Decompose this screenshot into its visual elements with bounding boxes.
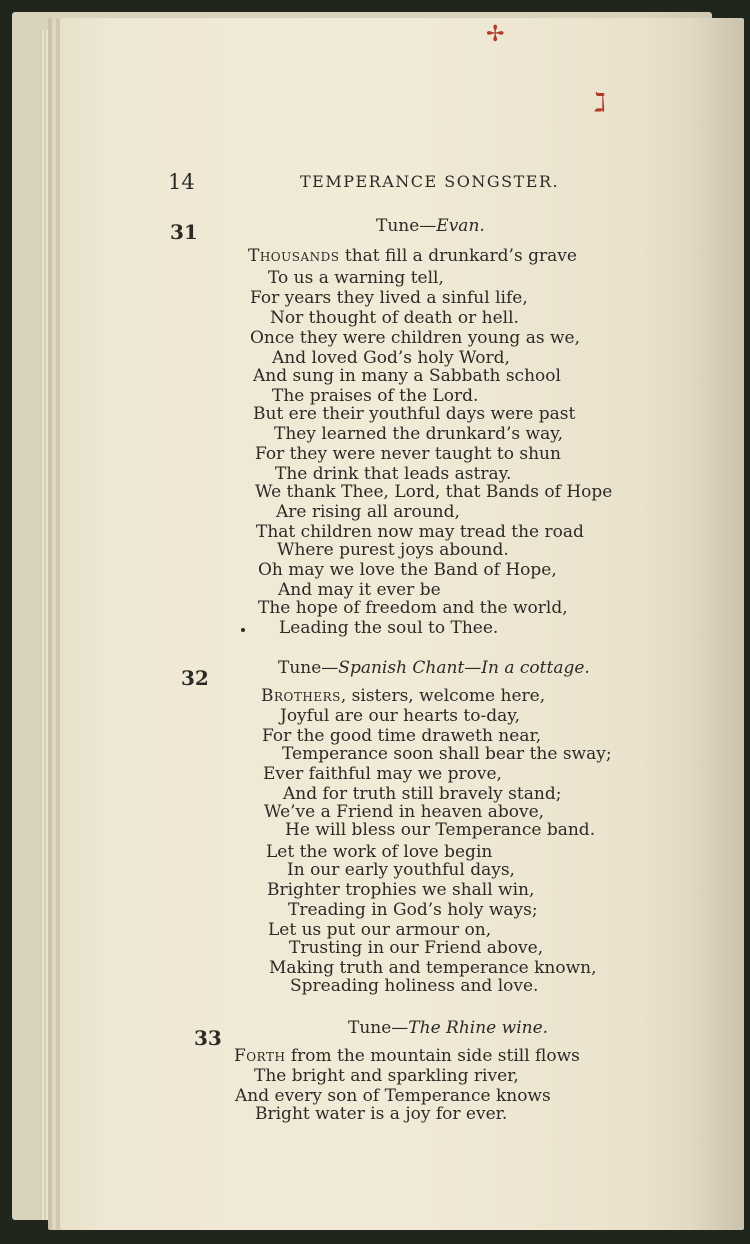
verse-line: To us a warning tell, <box>268 268 444 288</box>
tune-title <box>278 658 590 678</box>
first-word: Forth <box>234 1046 286 1066</box>
verse-line: Thousands that fill a drunkard’s grave <box>248 246 577 266</box>
tune-prefix: Tune— <box>278 658 339 678</box>
ink-speck <box>241 628 245 632</box>
first-word: Brothers <box>261 686 341 706</box>
verse-line: We’ve a Friend in heaven above, <box>264 802 545 822</box>
tune-name: The Rhine wine. <box>408 1018 549 1038</box>
red-ink-flourish-icon: ℷ <box>594 88 607 118</box>
verse-line: The hope of freedom and the world, <box>258 598 568 618</box>
verse-line: Let us put our armour on, <box>268 920 492 940</box>
verse-line: Trusting in our Friend above, <box>289 938 544 958</box>
verse-line: But ere their youthful days were past <box>253 404 576 424</box>
verse-line: Treading in God’s holy ways; <box>288 900 538 920</box>
verse-line: And loved God’s holy Word, <box>272 348 510 368</box>
verse-line: And may it ever be <box>278 580 441 600</box>
verse-line: Leading the soul to Thee. <box>279 618 499 638</box>
verse-line: And sung in many a Sabbath school <box>253 366 561 386</box>
song-number: 32 <box>181 666 209 690</box>
verse-line: For they were never taught to shun <box>255 444 561 464</box>
verse-line: In our early youthful days, <box>287 860 515 880</box>
verse-line: That children now may tread the road <box>256 522 584 542</box>
verse-line: We thank Thee, Lord, that Bands of Hope <box>255 482 613 502</box>
song-number: 33 <box>194 1026 222 1050</box>
verse-line: For the good time draweth near, <box>262 726 542 746</box>
verse-line: Temperance soon shall bear the sway; <box>282 744 612 764</box>
tune-prefix: Tune— <box>348 1018 409 1038</box>
page-shadow <box>640 0 750 1244</box>
verse-line: He will bless our Temperance band. <box>285 820 596 840</box>
verse-line: They learned the drunkard’s way, <box>274 424 563 444</box>
verse-line: Forth from the mountain side still flows <box>234 1046 580 1066</box>
verse-line: Brighter trophies we shall win, <box>267 880 535 900</box>
verse-line: And for truth still bravely stand; <box>283 784 562 804</box>
book-title: TEMPERANCE SONGSTER. <box>300 172 560 191</box>
first-word: Thousands <box>248 246 340 266</box>
tune-title <box>348 1018 548 1038</box>
verse-line: Bright water is a joy for ever. <box>255 1104 508 1124</box>
verse-line: Ever faithful may we prove, <box>263 764 502 784</box>
verse-line: Oh may we love the Band of Hope, <box>258 560 557 580</box>
tune-name: Evan. <box>436 216 485 236</box>
verse-line: Making truth and temperance known, <box>269 958 597 978</box>
verse-line: Let the work of love begin <box>266 842 493 862</box>
verse-line: Where purest joys abound. <box>277 540 509 560</box>
tune-prefix: Tune— <box>376 216 437 236</box>
tune-title <box>376 216 485 236</box>
verse-line: The praises of the Lord. <box>272 386 479 406</box>
verse-line: Spreading holiness and love. <box>290 976 539 996</box>
verse-line: Brothers, sisters, welcome here, <box>261 686 546 706</box>
red-ink-mark-icon: ✢ <box>486 22 505 47</box>
verse-line: For years they lived a sinful life, <box>250 288 528 308</box>
verse-line: Are rising all around, <box>276 502 460 522</box>
running-head <box>168 170 588 196</box>
tune-name: Spanish Chant—In a cottage. <box>338 658 590 678</box>
verse-line: Nor thought of death or hell. <box>270 308 519 328</box>
verse-line: The bright and sparkling river, <box>254 1066 519 1086</box>
verse-line: Joyful are our hearts to-day, <box>280 706 520 726</box>
verse-line: And every son of Temperance knows <box>235 1086 551 1106</box>
verse-line: The drink that leads astray. <box>275 464 512 484</box>
page-number: 14 <box>168 170 195 194</box>
verse-line: Once they were children young as we, <box>250 328 580 348</box>
page-stack-edges <box>40 30 62 1220</box>
song-number: 31 <box>170 220 198 244</box>
